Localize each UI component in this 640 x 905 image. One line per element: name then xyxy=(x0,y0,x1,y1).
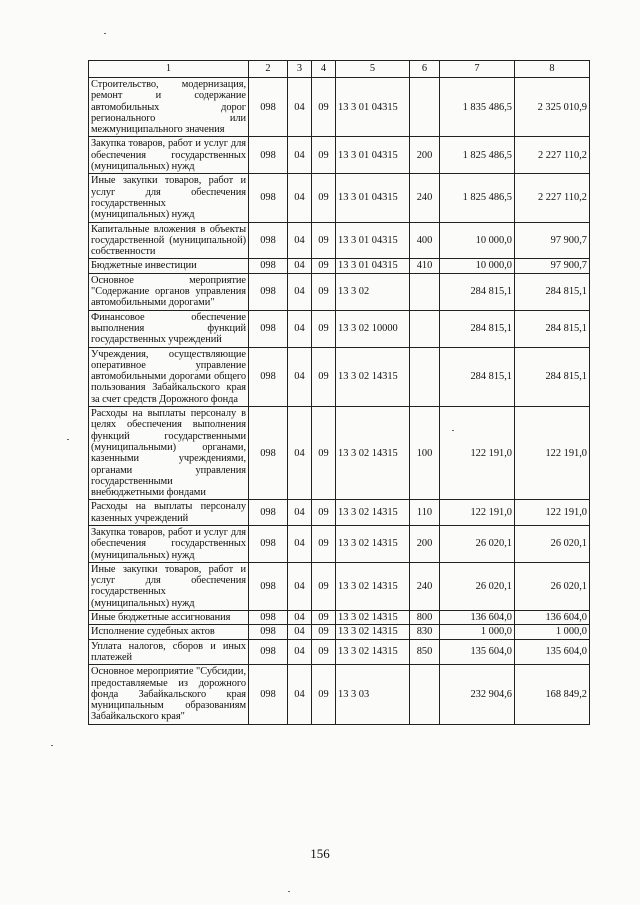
table-row xyxy=(89,310,590,347)
cell-amount-2: 135 604,0 xyxy=(515,639,590,665)
table-row xyxy=(89,525,590,562)
cell-amount-1: 1 825 486,5 xyxy=(440,137,515,174)
cell-target-article: 13 3 02 14315 xyxy=(336,639,410,665)
cell-target-article: 13 3 02 14315 xyxy=(336,611,410,625)
cell-section: 04 xyxy=(288,639,312,665)
cell-expense-type xyxy=(410,665,440,724)
cell-name: Капитальные вложения в объекты государственной (муниципальной) собственности xyxy=(89,222,249,259)
cell-amount-2: 1 000,0 xyxy=(515,625,590,639)
cell-expense-type: 110 xyxy=(410,500,440,526)
cell-name: Бюджетные инвестиции xyxy=(89,259,249,273)
cell-amount-2: 97 900,7 xyxy=(515,259,590,273)
scan-speck xyxy=(67,439,69,440)
cell-section: 04 xyxy=(288,137,312,174)
cell-section: 04 xyxy=(288,310,312,347)
cell-subsection: 09 xyxy=(312,259,336,273)
cell-ministry-code: 098 xyxy=(249,174,288,222)
cell-subsection: 09 xyxy=(312,525,336,562)
cell-name: Иные закупки товаров, работ и услуг для обеспечения государственных (муниципальных) нужд xyxy=(89,174,249,222)
cell-subsection: 09 xyxy=(312,562,336,610)
cell-amount-2: 97 900,7 xyxy=(515,222,590,259)
cell-amount-1: 10 000,0 xyxy=(440,259,515,273)
cell-section: 04 xyxy=(288,222,312,259)
table-body xyxy=(89,78,590,725)
cell-amount-1: 122 191,0 xyxy=(440,500,515,526)
cell-amount-2: 168 849,2 xyxy=(515,665,590,724)
cell-expense-type: 830 xyxy=(410,625,440,639)
cell-ministry-code: 098 xyxy=(249,273,288,310)
cell-target-article: 13 3 01 04315 xyxy=(336,78,410,137)
cell-name: Строительство, модернизация, ремонт и содержание автомобильных дорог регионального или межмуниципального значения xyxy=(89,78,249,137)
cell-amount-1: 284 815,1 xyxy=(440,273,515,310)
cell-name: Закупка товаров, работ и услуг для обеспечения государственных (муниципальных) нужд xyxy=(89,137,249,174)
cell-target-article: 13 3 01 04315 xyxy=(336,137,410,174)
cell-expense-type xyxy=(410,347,440,406)
table-row xyxy=(89,611,590,625)
cell-subsection: 09 xyxy=(312,174,336,222)
cell-amount-1: 284 815,1 xyxy=(440,310,515,347)
table-row xyxy=(89,222,590,259)
cell-section: 04 xyxy=(288,259,312,273)
cell-section: 04 xyxy=(288,611,312,625)
cell-ministry-code: 098 xyxy=(249,611,288,625)
cell-expense-type: 410 xyxy=(410,259,440,273)
cell-section: 04 xyxy=(288,347,312,406)
cell-amount-1: 1 835 486,5 xyxy=(440,78,515,137)
cell-amount-2: 122 191,0 xyxy=(515,500,590,526)
cell-section: 04 xyxy=(288,625,312,639)
cell-subsection: 09 xyxy=(312,611,336,625)
cell-expense-type: 800 xyxy=(410,611,440,625)
column-header: 5 xyxy=(336,61,410,78)
cell-target-article: 13 3 02 10000 xyxy=(336,310,410,347)
cell-name: Закупка товаров, работ и услуг для обеспечения государственных (муниципальных) нужд xyxy=(89,525,249,562)
cell-amount-2: 284 815,1 xyxy=(515,347,590,406)
table-row xyxy=(89,500,590,526)
cell-section: 04 xyxy=(288,273,312,310)
cell-expense-type: 240 xyxy=(410,562,440,610)
table-header-row xyxy=(89,61,590,78)
cell-subsection: 09 xyxy=(312,625,336,639)
cell-section: 04 xyxy=(288,665,312,724)
table-row xyxy=(89,259,590,273)
column-header: 6 xyxy=(410,61,440,78)
cell-subsection: 09 xyxy=(312,310,336,347)
table-row xyxy=(89,347,590,406)
column-header: 3 xyxy=(288,61,312,78)
cell-subsection: 09 xyxy=(312,273,336,310)
cell-subsection: 09 xyxy=(312,500,336,526)
cell-amount-1: 1 000,0 xyxy=(440,625,515,639)
cell-subsection: 09 xyxy=(312,137,336,174)
column-header: 4 xyxy=(312,61,336,78)
cell-name: Основное мероприятие "Содержание органов управления автомобильными дорогами" xyxy=(89,273,249,310)
scan-speck xyxy=(104,33,106,34)
cell-target-article: 13 3 02 14315 xyxy=(336,562,410,610)
cell-subsection: 09 xyxy=(312,639,336,665)
cell-ministry-code: 098 xyxy=(249,525,288,562)
cell-amount-2: 122 191,0 xyxy=(515,407,590,500)
cell-ministry-code: 098 xyxy=(249,222,288,259)
cell-ministry-code: 098 xyxy=(249,407,288,500)
table-row xyxy=(89,562,590,610)
cell-target-article: 13 3 02 14315 xyxy=(336,625,410,639)
table-row xyxy=(89,137,590,174)
cell-amount-2: 26 020,1 xyxy=(515,525,590,562)
table-row xyxy=(89,625,590,639)
cell-expense-type: 100 xyxy=(410,407,440,500)
cell-name: Расходы на выплаты персоналу казенных учреждений xyxy=(89,500,249,526)
cell-name: Уплата налогов, сборов и иных платежей xyxy=(89,639,249,665)
cell-subsection: 09 xyxy=(312,665,336,724)
cell-ministry-code: 098 xyxy=(249,562,288,610)
cell-amount-2: 136 604,0 xyxy=(515,611,590,625)
cell-expense-type xyxy=(410,78,440,137)
cell-expense-type: 200 xyxy=(410,525,440,562)
cell-amount-2: 2 227 110,2 xyxy=(515,137,590,174)
cell-target-article: 13 3 01 04315 xyxy=(336,259,410,273)
column-header: 7 xyxy=(440,61,515,78)
cell-expense-type: 400 xyxy=(410,222,440,259)
cell-section: 04 xyxy=(288,174,312,222)
scan-speck xyxy=(288,891,290,892)
table-row xyxy=(89,407,590,500)
cell-amount-2: 26 020,1 xyxy=(515,562,590,610)
table-row xyxy=(89,78,590,137)
cell-ministry-code: 098 xyxy=(249,78,288,137)
cell-ministry-code: 098 xyxy=(249,665,288,724)
cell-amount-2: 2 227 110,2 xyxy=(515,174,590,222)
cell-ministry-code: 098 xyxy=(249,347,288,406)
cell-ministry-code: 098 xyxy=(249,259,288,273)
table-row xyxy=(89,639,590,665)
cell-expense-type: 850 xyxy=(410,639,440,665)
cell-expense-type: 200 xyxy=(410,137,440,174)
cell-name: Основное мероприятие "Субсидии, предоставляемые из дорожного фонда Забайкальского края муниципальным образованиям Забайкальского края" xyxy=(89,665,249,724)
cell-section: 04 xyxy=(288,525,312,562)
cell-amount-1: 284 815,1 xyxy=(440,347,515,406)
table-row xyxy=(89,273,590,310)
cell-name: Иные бюджетные ассигнования xyxy=(89,611,249,625)
cell-name: Иные закупки товаров, работ и услуг для обеспечения государственных (муниципальных) нужд xyxy=(89,562,249,610)
cell-expense-type: 240 xyxy=(410,174,440,222)
column-header: 8 xyxy=(515,61,590,78)
cell-amount-2: 284 815,1 xyxy=(515,273,590,310)
column-header: 2 xyxy=(249,61,288,78)
cell-subsection: 09 xyxy=(312,78,336,137)
cell-subsection: 09 xyxy=(312,347,336,406)
cell-amount-1: 1 825 486,5 xyxy=(440,174,515,222)
scan-speck xyxy=(452,430,454,431)
cell-target-article: 13 3 02 14315 xyxy=(336,525,410,562)
page-number: 156 xyxy=(310,846,330,861)
cell-target-article: 13 3 02 14315 xyxy=(336,407,410,500)
cell-amount-1: 26 020,1 xyxy=(440,525,515,562)
cell-section: 04 xyxy=(288,562,312,610)
cell-amount-2: 2 325 010,9 xyxy=(515,78,590,137)
cell-name: Учреждения, осуществляющие оперативное управление автомобильными дорогами общего пользования Забайкальского края за счет средств Дорожного фонда xyxy=(89,347,249,406)
cell-target-article: 13 3 03 xyxy=(336,665,410,724)
budget-table xyxy=(88,60,590,725)
cell-amount-1: 232 904,6 xyxy=(440,665,515,724)
column-header: 1 xyxy=(89,61,249,78)
cell-section: 04 xyxy=(288,500,312,526)
cell-amount-2: 284 815,1 xyxy=(515,310,590,347)
cell-amount-1: 135 604,0 xyxy=(440,639,515,665)
cell-target-article: 13 3 02 xyxy=(336,273,410,310)
cell-target-article: 13 3 02 14315 xyxy=(336,347,410,406)
cell-subsection: 09 xyxy=(312,407,336,500)
cell-section: 04 xyxy=(288,407,312,500)
cell-name: Финансовое обеспечение выполнения функций государственных учреждений xyxy=(89,310,249,347)
cell-amount-1: 26 020,1 xyxy=(440,562,515,610)
cell-target-article: 13 3 02 14315 xyxy=(336,500,410,526)
cell-name: Расходы на выплаты персоналу в целях обеспечения выполнения функций государственными (муниципальными) органами, казенными учреждениями, органами управления государственными внебюджетными фондами xyxy=(89,407,249,500)
cell-subsection: 09 xyxy=(312,222,336,259)
cell-ministry-code: 098 xyxy=(249,137,288,174)
cell-amount-1: 10 000,0 xyxy=(440,222,515,259)
cell-section: 04 xyxy=(288,78,312,137)
scan-speck xyxy=(51,745,53,746)
cell-amount-1: 136 604,0 xyxy=(440,611,515,625)
cell-amount-1: 122 191,0 xyxy=(440,407,515,500)
cell-target-article: 13 3 01 04315 xyxy=(336,222,410,259)
cell-ministry-code: 098 xyxy=(249,500,288,526)
cell-expense-type xyxy=(410,273,440,310)
cell-ministry-code: 098 xyxy=(249,310,288,347)
cell-ministry-code: 098 xyxy=(249,639,288,665)
cell-ministry-code: 098 xyxy=(249,625,288,639)
cell-name: Исполнение судебных актов xyxy=(89,625,249,639)
cell-expense-type xyxy=(410,310,440,347)
cell-target-article: 13 3 01 04315 xyxy=(336,174,410,222)
table-row xyxy=(89,665,590,724)
table-row xyxy=(89,174,590,222)
